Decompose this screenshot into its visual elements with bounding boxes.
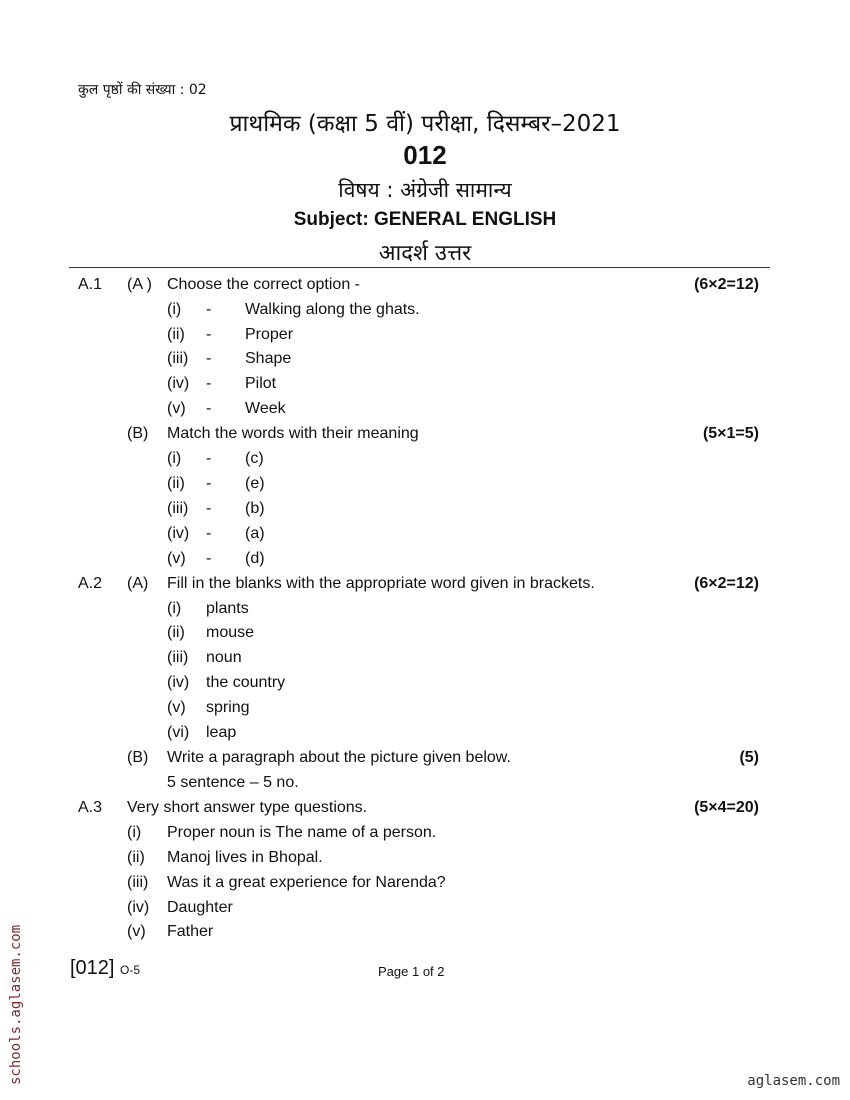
answer-number: (iv) bbox=[167, 674, 190, 691]
answer-text: Pilot bbox=[245, 375, 277, 392]
answer-row bbox=[0, 496, 850, 521]
answer-row bbox=[0, 620, 850, 645]
answer-dash: - bbox=[206, 450, 212, 467]
answer-number: (v) bbox=[167, 400, 186, 417]
answer-text: 5 sentence – 5 no. bbox=[167, 774, 299, 791]
answer-number: (i) bbox=[127, 824, 142, 841]
footer-code: [012] bbox=[70, 957, 115, 979]
answer-row bbox=[0, 720, 850, 745]
page-count: कुल पृष्ठों की संख्या : 02 bbox=[78, 82, 207, 98]
subject-english: Subject: GENERAL ENGLISH bbox=[293, 209, 557, 230]
section-instruction: Fill in the blanks with the appropriate word given in brackets. bbox=[167, 575, 595, 592]
answer-key-title: आदर्श उत्तर bbox=[378, 241, 472, 266]
answer-row bbox=[0, 322, 850, 347]
answer-text: (d) bbox=[245, 550, 265, 567]
answer-number: (ii) bbox=[167, 475, 185, 492]
answer-number: (ii) bbox=[127, 849, 145, 866]
answer-text: Proper bbox=[245, 326, 294, 343]
question-row bbox=[0, 571, 850, 596]
footer-watermark: aglasem.com bbox=[747, 1073, 840, 1089]
answer-row bbox=[0, 596, 850, 621]
answer-text: (c) bbox=[245, 450, 264, 467]
answer-row bbox=[0, 820, 850, 845]
marks: (5) bbox=[739, 749, 759, 766]
answer-text: (a) bbox=[245, 525, 265, 542]
answer-text: spring bbox=[206, 699, 250, 716]
question-number: A.3 bbox=[78, 799, 103, 816]
answer-row bbox=[0, 546, 850, 571]
answer-text: Daughter bbox=[167, 899, 233, 916]
answer-row bbox=[0, 471, 850, 496]
answer-number: (i) bbox=[167, 301, 182, 318]
answer-row bbox=[0, 521, 850, 546]
answer-text: Was it a great experience for Narenda? bbox=[167, 874, 446, 891]
answer-dash: - bbox=[206, 550, 212, 567]
answer-text: plants bbox=[206, 600, 249, 617]
section-label: (B) bbox=[127, 425, 149, 442]
answer-dash: - bbox=[206, 350, 212, 367]
question-row bbox=[0, 421, 850, 446]
answer-number: (iii) bbox=[167, 350, 189, 367]
subject-hindi: विषय : अंग्रेजी सामान्य bbox=[338, 178, 512, 202]
answer-row bbox=[0, 870, 850, 895]
answer-number: (iii) bbox=[127, 874, 149, 891]
question-number: A.1 bbox=[78, 276, 103, 293]
section-instruction: Write a paragraph about the picture given below. bbox=[167, 749, 511, 766]
answer-text: (e) bbox=[245, 475, 265, 492]
paper-code: 012 bbox=[403, 140, 447, 170]
section-instruction: Very short answer type questions. bbox=[127, 799, 368, 816]
answer-text: mouse bbox=[206, 624, 255, 641]
answer-dash: - bbox=[206, 525, 212, 542]
marks: (6×2=12) bbox=[694, 575, 759, 592]
question-row bbox=[0, 745, 850, 770]
answer-row bbox=[0, 297, 850, 322]
answer-dash: - bbox=[206, 301, 212, 318]
question-row bbox=[0, 795, 850, 820]
answer-text: the country bbox=[206, 674, 286, 691]
answer-row bbox=[0, 845, 850, 870]
answer-text: Walking along the ghats. bbox=[245, 301, 420, 318]
answer-number: (iv) bbox=[127, 899, 150, 916]
section-label: (A) bbox=[127, 575, 149, 592]
question-number: A.2 bbox=[78, 575, 103, 592]
answer-row bbox=[0, 919, 850, 944]
answer-row bbox=[0, 770, 850, 795]
answer-number: (iii) bbox=[167, 500, 189, 517]
answer-text: Shape bbox=[245, 350, 292, 367]
section-label: (B) bbox=[127, 749, 149, 766]
answer-dash: - bbox=[206, 400, 212, 417]
answer-row bbox=[0, 895, 850, 920]
answer-row bbox=[0, 446, 850, 471]
answer-text: Proper noun is The name of a person. bbox=[167, 824, 437, 841]
exam-title: प्राथमिक (कक्षा 5 वीं) परीक्षा, दिसम्बर–2021 bbox=[229, 111, 621, 137]
section-instruction: Match the words with their meaning bbox=[167, 425, 419, 442]
answer-dash: - bbox=[206, 326, 212, 343]
marks: (5×1=5) bbox=[702, 425, 759, 442]
side-watermark: schools.aglasem.com bbox=[8, 924, 24, 1085]
answer-row bbox=[0, 396, 850, 421]
answer-number: (ii) bbox=[167, 624, 185, 641]
answer-row bbox=[0, 371, 850, 396]
question-row bbox=[0, 272, 850, 297]
answer-number: (iii) bbox=[167, 649, 189, 666]
answer-text: Manoj lives in Bhopal. bbox=[167, 849, 323, 866]
answer-number: (ii) bbox=[167, 326, 185, 343]
answer-number: (iv) bbox=[167, 375, 190, 392]
answer-text: (b) bbox=[245, 500, 265, 517]
marks: (5×4=20) bbox=[694, 799, 759, 816]
answer-row bbox=[0, 645, 850, 670]
answer-dash: - bbox=[206, 475, 212, 492]
answer-dash: - bbox=[206, 500, 212, 517]
answer-dash: - bbox=[206, 375, 212, 392]
answer-row bbox=[0, 670, 850, 695]
marks: (6×2=12) bbox=[694, 276, 759, 293]
answer-number: (v) bbox=[167, 699, 186, 716]
footer-set: O-5 bbox=[120, 963, 141, 977]
answer-number: (v) bbox=[127, 923, 146, 940]
header-divider bbox=[69, 267, 770, 268]
answer-number: (i) bbox=[167, 450, 182, 467]
footer-paper-code bbox=[70, 957, 140, 980]
section-label: (A ) bbox=[127, 276, 152, 293]
answer-text: Week bbox=[245, 400, 286, 417]
page-number: Page 1 of 2 bbox=[378, 964, 445, 979]
answer-text: noun bbox=[206, 649, 242, 666]
section-instruction: Choose the correct option - bbox=[167, 276, 360, 293]
answer-text: Father bbox=[167, 923, 214, 940]
answer-text: leap bbox=[206, 724, 237, 741]
answer-number: (iv) bbox=[167, 525, 190, 542]
answer-row bbox=[0, 695, 850, 720]
answer-number: (v) bbox=[167, 550, 186, 567]
answer-number: (vi) bbox=[167, 724, 190, 741]
answer-number: (i) bbox=[167, 600, 182, 617]
answer-row bbox=[0, 346, 850, 371]
